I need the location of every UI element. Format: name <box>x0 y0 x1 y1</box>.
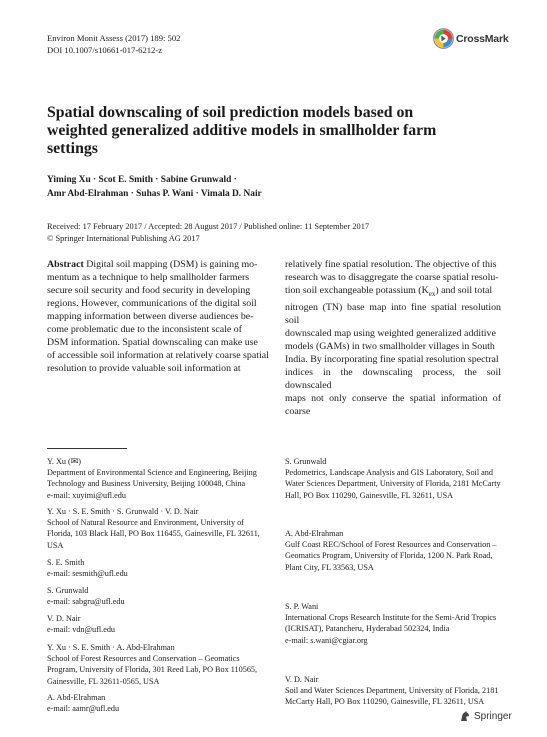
abstract-line: come problematic due to the inconsistent scale of <box>47 324 242 336</box>
doi-line: DOI 10.1007/s10661-017-6212-z <box>47 45 163 55</box>
affiliation-block <box>47 692 283 714</box>
abstract-label: Abstract <box>47 259 84 270</box>
abstract-line-text: Digital soil mapping (DSM) is gaining mo- <box>86 259 258 270</box>
affiliation-line: Gulf Coast REC/School of Forest Resources and Conservation – <box>285 540 497 550</box>
affiliation-line: McCarty Hall, PO Box 110290, Gainesville, FL 32611, USA <box>285 697 485 707</box>
abstract-line: resolution to provide valuable soil information at <box>47 363 241 375</box>
authors-line-1: Yiming Xu · Scot E. Smith · Sabine Grunwald · <box>47 175 237 185</box>
abstract-line: of accessible soil information at relatively coarse spatial <box>47 350 269 362</box>
affiliation-line: Technology and Business University, Beijing 100048, China <box>47 479 246 489</box>
publication-history <box>47 221 369 244</box>
abstract-left-column <box>47 258 270 375</box>
email-link[interactable]: e-mail: sesmith@ufl.edu <box>47 569 128 579</box>
abstract-line: indices in the downscaling process, the soil downscaled <box>285 367 501 392</box>
affiliation-head <box>47 456 283 467</box>
abstract-line: India. By incorporating fine spatial resolution spectral <box>285 354 499 366</box>
springer-horse-icon <box>459 710 471 722</box>
affiliation-head: Y. Xu · S. E. Smith · S. Grunwald · V. D. Nair <box>47 507 199 516</box>
email-link[interactable]: e-mail: aamr@ufl.edu <box>47 704 120 714</box>
affiliation-block <box>285 601 521 646</box>
affiliation-line: Pedometrics, Landscape Analysis and GIS Laboratory, Soil and <box>285 468 493 478</box>
crossmark-label: CrossMark <box>456 32 509 45</box>
affiliation-head: V. D. Nair <box>47 614 81 623</box>
abstract-line <box>47 258 270 271</box>
affiliation-block <box>47 506 283 551</box>
abstract-line: relatively fine spatial resolution. The objective of this <box>285 259 497 270</box>
affiliation-line: Water Sciences Department, University of Florida, 2181 McCarty <box>285 479 501 489</box>
affiliation-line: USA <box>47 540 64 550</box>
author-list <box>47 173 262 201</box>
affiliation-block <box>285 456 521 501</box>
footnote-divider <box>47 448 127 449</box>
authors-line-2: Amr Abd-Elrahman · Suhas P. Wani · Vimala D. Nair <box>47 189 262 199</box>
abstract-line-part: tion soil exchangeable potassium (K <box>285 285 429 297</box>
affiliation-head: S. Grunwald <box>47 586 89 595</box>
abstract-line: regions. However, communications of the digital soil <box>47 298 257 310</box>
envelope-icon[interactable]: ✉ <box>70 456 79 466</box>
abstract-line: mapping information between diverse audiences be- <box>47 311 254 323</box>
affiliation-line: School of Natural Resource and Environment, University of <box>47 518 244 528</box>
affiliation-block <box>285 528 521 573</box>
abstract-line-part: ) and soil total <box>435 285 493 297</box>
affiliation-block <box>47 613 283 635</box>
abstract-line: models (GAMs) in two smallholder villages in South <box>285 341 495 353</box>
affiliation-line: Department of Environmental Science and Engineering, Beijing <box>47 468 257 478</box>
abstract-line: downscaled map using weighted generalized additive <box>285 328 496 340</box>
abstract-line <box>285 284 501 301</box>
article-title: Spatial downscaling of soil prediction models based on weighted generalized additive models in smallholder farm settings <box>47 104 437 157</box>
affiliation-line: Soil and Water Sciences Department, University of Florida, 2181 <box>285 686 499 696</box>
affiliation-line: Gainesville, FL 32611-0565, USA <box>47 676 160 686</box>
affiliation-line: Plant City, FL 33563, USA <box>285 562 374 572</box>
email-link[interactable]: e-mail: vdn@ufl.edu <box>47 625 116 635</box>
journal-header <box>47 32 180 56</box>
copyright-line: © Springer International Publishing AG 2017 <box>47 233 200 243</box>
affiliation-head: S. E. Smith <box>47 558 85 567</box>
affiliation-block <box>47 642 283 687</box>
abstract-line: secure soil security and food security in developing <box>47 285 251 297</box>
journal-citation: Environ Monit Assess (2017) 189: 502 <box>47 33 181 43</box>
abstract-right-column <box>285 258 501 419</box>
subscript-ex: ex <box>428 290 436 299</box>
affiliation-line: Geomatics Program, University of Florida, 1200 N. Park Road, <box>285 551 493 561</box>
affiliation-line: Program, University of Florida, 301 Reed Lab, PO Box 110565, <box>47 665 258 675</box>
affiliation-line: Florida, 103 Black Hall, PO Box 116455, Gainesville, FL 32611, <box>47 529 260 539</box>
affiliation-line: International Crops Research Institute for the Semi-Arid Tropics <box>285 613 497 623</box>
abstract-line: DSM information. Spatial downscaling can make use <box>47 337 258 349</box>
affiliation-block <box>47 585 283 607</box>
affiliation-line: (ICRISAT), Patancheru, Hyderabad 502324, India <box>285 624 450 634</box>
abstract-line: maps not only conserve the spatial information of coarse <box>285 393 501 418</box>
affiliation-head-text: ) <box>78 457 82 466</box>
email-link[interactable]: e-mail: s.wani@cgiar.org <box>285 635 368 645</box>
affiliation-block <box>285 674 521 708</box>
publisher-logo <box>459 710 512 722</box>
abstract-line: nitrogen (TN) base map into fine spatial resolution soil <box>285 302 501 327</box>
affiliation-line: Hall, PO Box 110290, Gainesville, FL 32611, USA <box>285 490 454 500</box>
abstract-line: research was to disaggregate the coarse spatial resolu- <box>285 272 499 284</box>
affiliation-head: Y. Xu · S. E. Smith · A. Abd-Elrahman <box>47 643 175 652</box>
email-link[interactable]: e-mail: xuyimi@ufl.edu <box>47 490 126 500</box>
affiliation-head: S. Grunwald <box>285 457 327 466</box>
affiliation-block <box>47 557 283 579</box>
crossmark-badge[interactable] <box>433 28 508 49</box>
email-link[interactable]: e-mail: sabgru@ufl.edu <box>47 597 125 607</box>
affiliation-head: V. D. Nair <box>285 675 319 684</box>
affiliation-line: School of Forest Resources and Conservation – Geomatics <box>47 654 240 664</box>
affiliation-head: A. Abd-Elrahman <box>47 693 106 702</box>
abstract-line: mentum as a technique to help smallholder farmers <box>47 272 250 284</box>
affiliation-head: S. P. Wani <box>285 602 319 611</box>
publisher-name: Springer <box>474 710 512 722</box>
affiliation-head: A. Abd-Elrahman <box>285 529 344 538</box>
affiliation-block <box>47 456 283 501</box>
affiliation-head-text: Y. Xu ( <box>47 457 71 466</box>
dates-line: Received: 17 February 2017 / Accepted: 28 August 2017 / Published online: 11 September 2017 <box>47 222 370 231</box>
crossmark-icon <box>433 28 454 49</box>
